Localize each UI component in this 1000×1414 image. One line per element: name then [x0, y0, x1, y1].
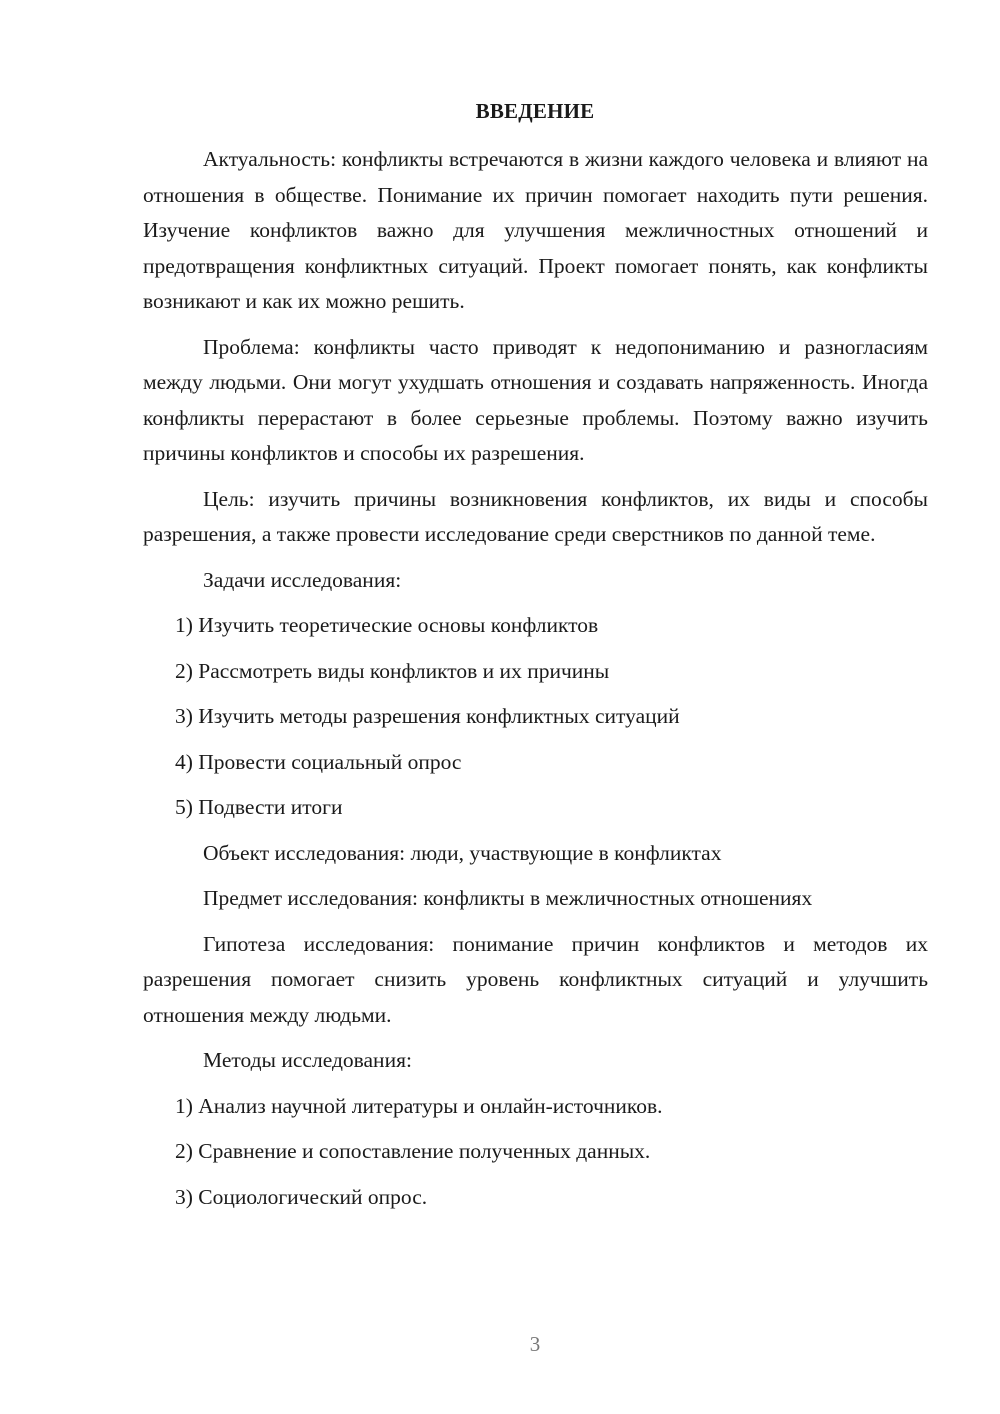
research-object: Объект исследования: люди, участвующие в конфликтах	[203, 840, 722, 865]
method-item: 3) Социологический опрос.	[175, 1184, 428, 1209]
research-subject: Предмет исследования: конфликты в межличностных отношениях	[203, 886, 813, 910]
section-title: ВВЕДЕНИЕ	[475, 99, 595, 123]
task-item: 4) Провести социальный опрос	[175, 749, 462, 774]
task-item: 1) Изучить теоретические основы конфликтов	[175, 613, 599, 637]
task-item: 5) Подвести итоги	[175, 795, 343, 819]
tasks-heading: Задачи исследования:	[203, 567, 402, 592]
problem-paragraph: Проблема: конфликты часто приводят к недопониманию и разногласиям между людьми. Они могут ухудшать отношения и создавать напряженность. Иногда конфликты перерастают в более серьезные проблемы. Поэтому важно изучить причины конфликтов и способы их разрешения.	[143, 334, 928, 465]
methods-heading: Методы исследования:	[203, 1048, 412, 1072]
method-item: 1) Анализ научной литературы и онлайн-источников.	[175, 1093, 663, 1118]
task-item: 2) Рассмотреть виды конфликтов и их причины	[175, 658, 610, 683]
page-number: 3	[529, 1332, 541, 1356]
task-item: 3) Изучить методы разрешения конфликтных ситуаций	[175, 704, 680, 728]
document-body	[143, 142, 928, 1225]
hypothesis-paragraph: Гипотеза исследования: понимание причин конфликтов и методов их разрешения помогает снизить уровень конфликтных ситуаций и улучшить отношения между людьми.	[143, 931, 928, 1027]
relevance-paragraph: Актуальность: конфликты встречаются в жизни каждого человека и влияют на отношения в обществе. Понимание их причин помогает находить пути решения. Изучение конфликтов важно для улучшения межличностных отношений и предотвращения конфликтных ситуаций. Проект помогает понять, как конфликты возникают и как их можно решить.	[143, 147, 928, 313]
method-item: 2) Сравнение и сопоставление полученных данных.	[175, 1139, 651, 1163]
goal-paragraph: Цель: изучить причины возникновения конфликтов, их виды и способы разрешения, а также провести исследование среди сверстников по данной теме.	[143, 486, 928, 546]
